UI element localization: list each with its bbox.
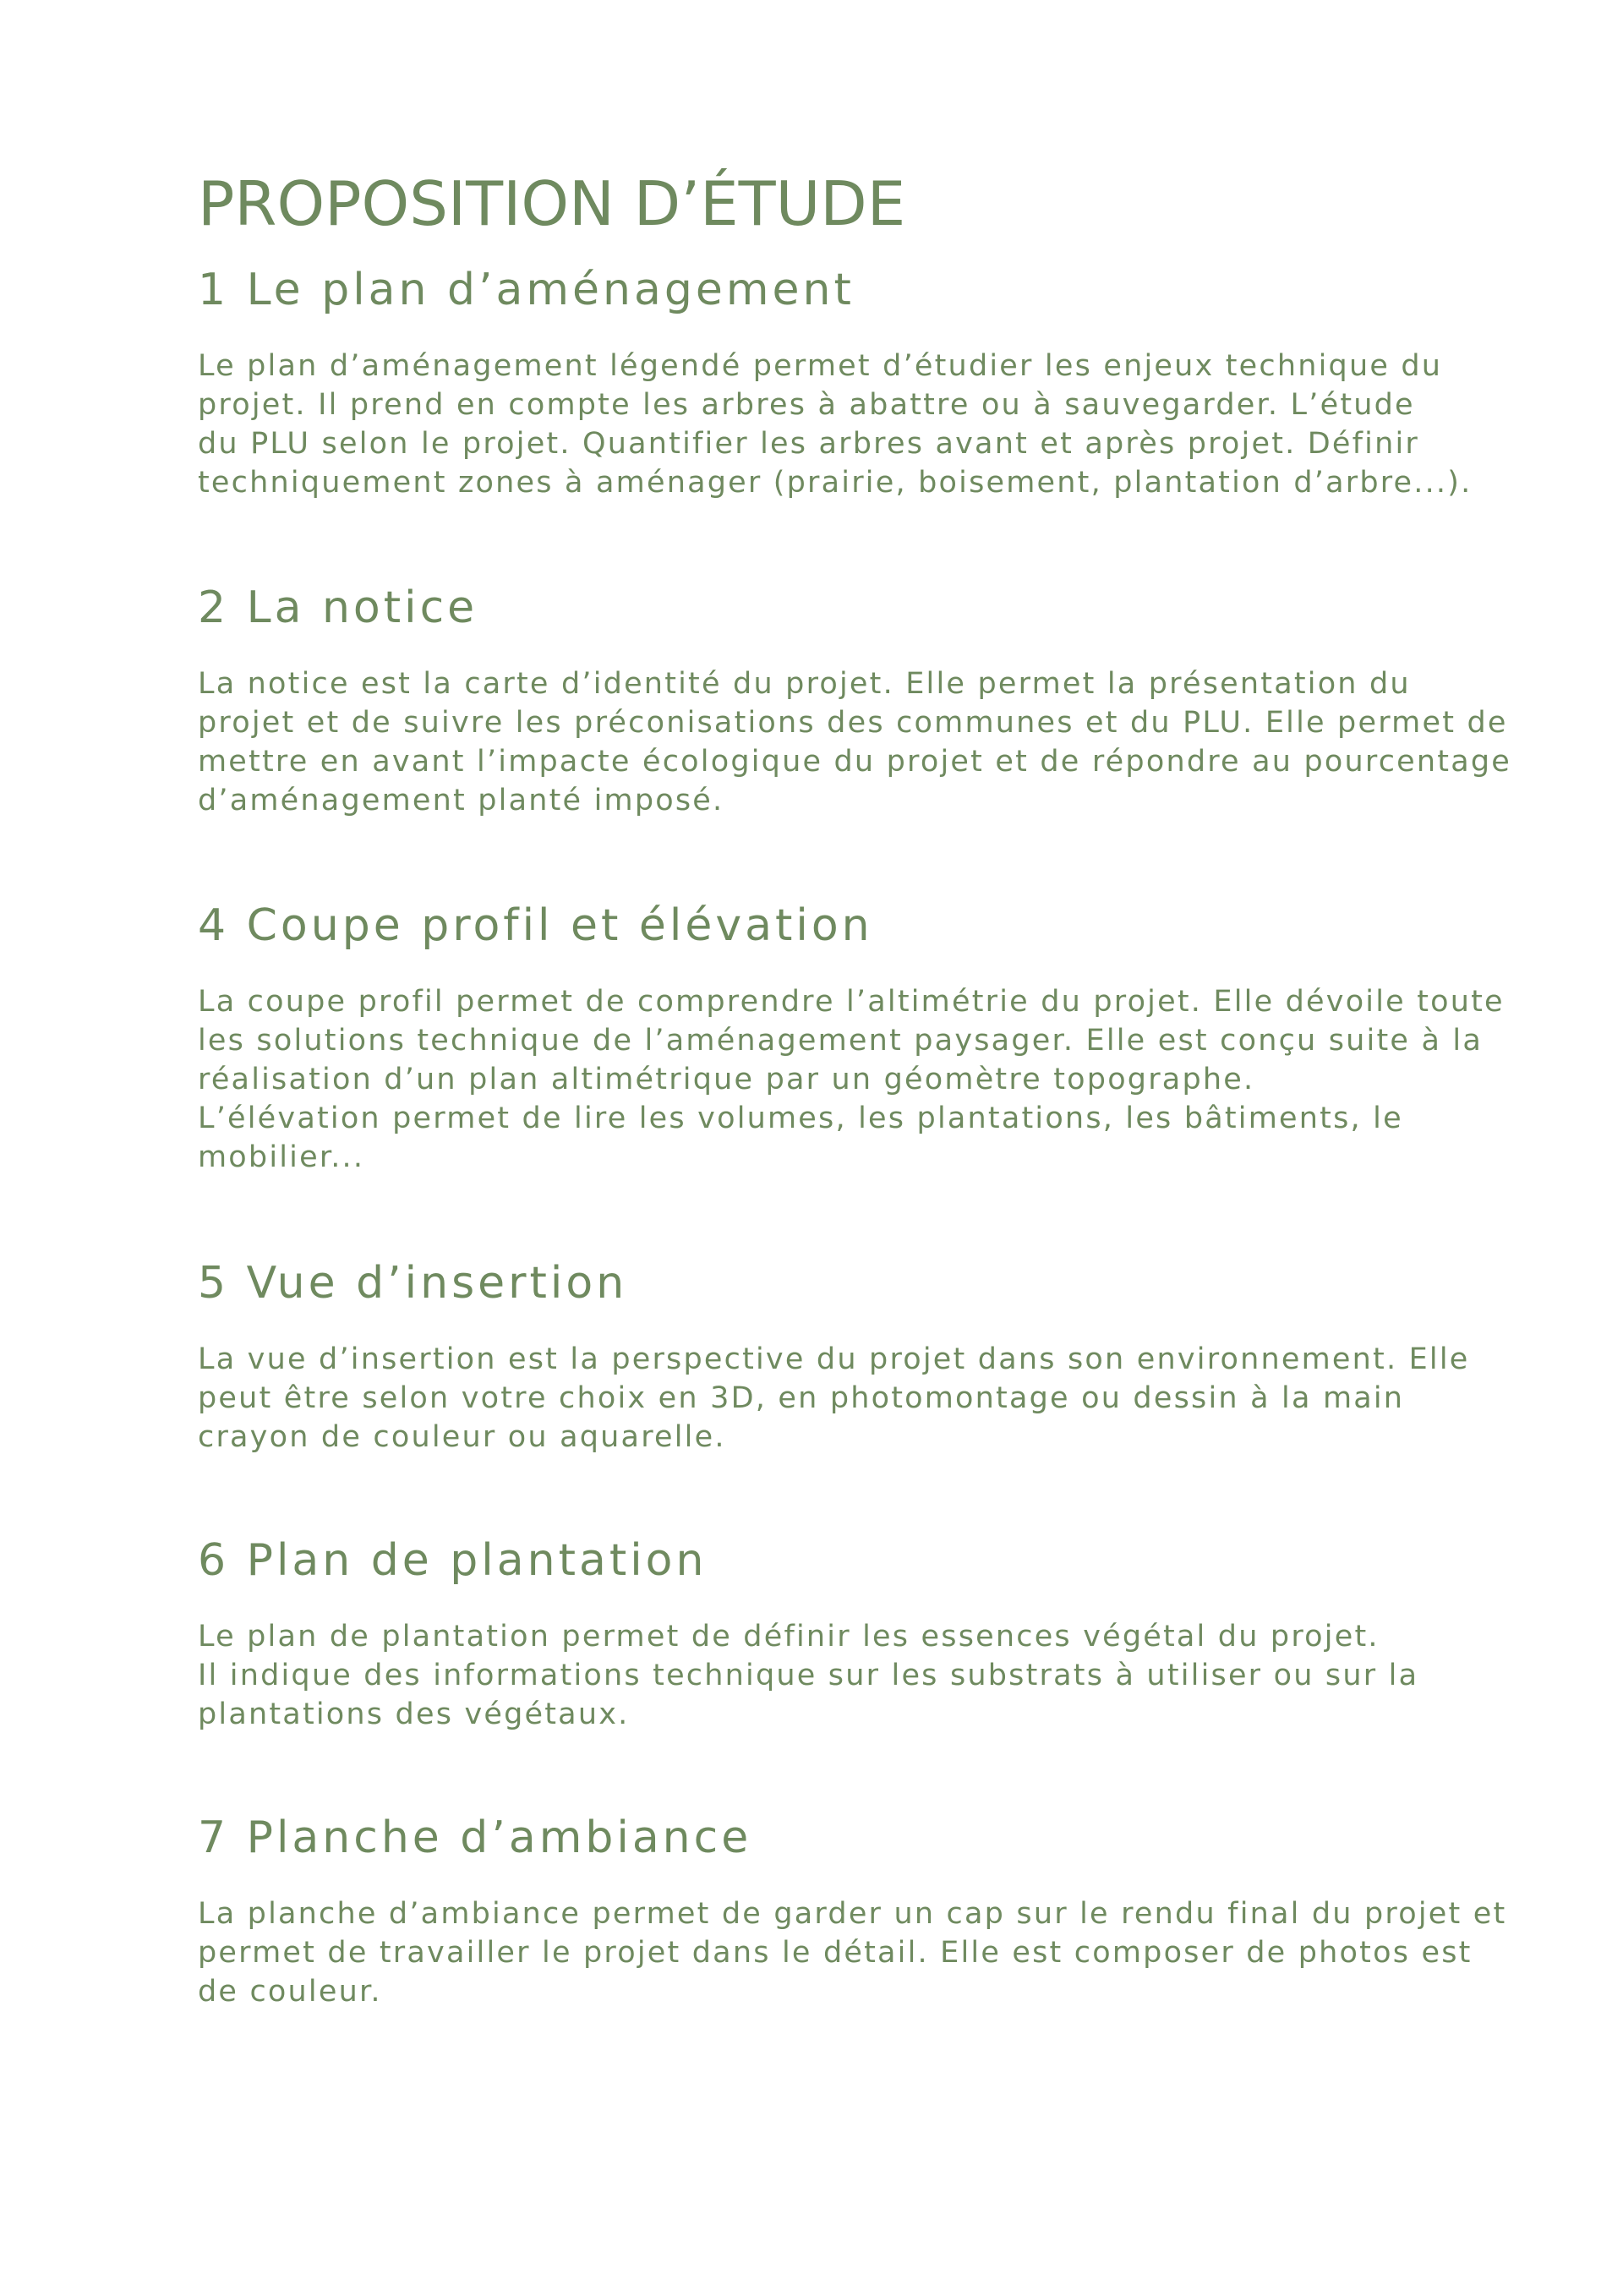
body-line: Le plan de plantation permet de définir les essences végétal du projet. — [198, 1620, 1380, 1654]
section-body — [198, 1617, 1533, 1734]
body-line: du PLU selon le projet. Quantifier les arbres avant et après projet. Définir — [198, 427, 1420, 461]
body-line: L’élévation permet de lire les volumes, les plantations, les bâtiments, le — [198, 1102, 1403, 1135]
body-line: mobilier... — [198, 1140, 365, 1174]
body-line: Il indique des informations technique sur les substrats à utiliser ou sur la — [198, 1659, 1419, 1692]
section-planche-ambiance — [198, 1808, 1533, 2011]
section-heading: 1 Le plan d’aménagement — [198, 265, 855, 315]
page-title: PROPOSITION D’ÉTUDE — [198, 168, 906, 239]
document-page — [198, 157, 1533, 2009]
body-line: peut être selon votre choix en 3D, en photomontage ou dessin à la main — [198, 1381, 1405, 1415]
body-line: les solutions technique de l’aménagement paysager. Elle est conçu suite à la — [198, 1024, 1483, 1058]
body-line: permet de travailler le projet dans le détail. Elle est composer de photos est — [198, 1936, 1473, 1970]
section-heading: 7 Planche d’ambiance — [198, 1812, 752, 1863]
body-line: projet. Il prend en compte les arbres à abattre ou à sauvegarder. L’étude — [198, 388, 1415, 422]
section-plan-amenagement — [198, 260, 1533, 502]
body-line: mettre en avant l’impacte écologique du projet et de répondre au pourcentage — [198, 745, 1511, 779]
body-line: Le plan d’aménagement légendé permet d’étudier les enjeux technique du — [198, 349, 1443, 383]
body-line: La planche d’ambiance permet de garder un cap sur le rendu final du projet et — [198, 1897, 1507, 1931]
section-heading: 4 Coupe profil et élévation — [198, 900, 873, 951]
body-line: projet et de suivre les préconisations des communes et du PLU. Elle permet de — [198, 706, 1508, 740]
body-line: techniquement zones à aménager (prairie, boisement, plantation d’arbre...). — [198, 466, 1473, 500]
section-body — [198, 982, 1533, 1177]
body-line: plantations des végétaux. — [198, 1697, 630, 1731]
section-plan-plantation — [198, 1531, 1533, 1734]
body-line: crayon de couleur ou aquarelle. — [198, 1420, 726, 1454]
section-notice — [198, 578, 1533, 820]
section-body — [198, 1894, 1533, 2011]
body-line: La notice est la carte d’identité du projet. Elle permet la présentation du — [198, 667, 1411, 701]
section-heading: 5 Vue d’insertion — [198, 1258, 628, 1309]
section-body — [198, 347, 1533, 502]
section-body — [198, 1340, 1533, 1457]
section-heading: 6 Plan de plantation — [198, 1535, 708, 1586]
section-vue-insertion — [198, 1254, 1533, 1457]
section-heading: 2 La notice — [198, 582, 478, 633]
section-coupe-profil — [198, 896, 1533, 1177]
body-line: d’aménagement planté imposé. — [198, 784, 724, 817]
body-line: La vue d’insertion est la perspective du projet dans son environnement. Elle — [198, 1342, 1470, 1376]
body-line: La coupe profil permet de comprendre l’altimétrie du projet. Elle dévoile toute — [198, 985, 1505, 1019]
body-line: de couleur. — [198, 1975, 382, 2009]
body-line: réalisation d’un plan altimétrique par un géomètre topographe. — [198, 1063, 1255, 1096]
section-body — [198, 664, 1533, 820]
